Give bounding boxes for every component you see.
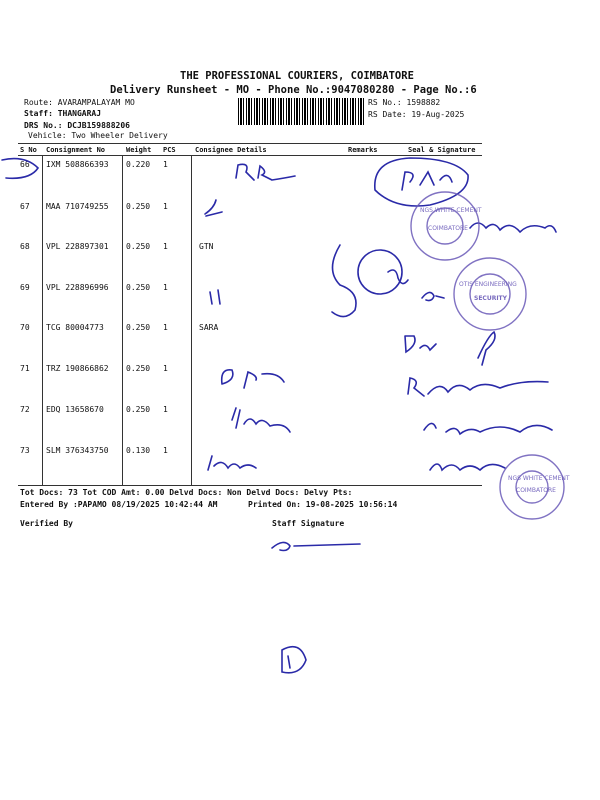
row-weight: 0.220 bbox=[126, 160, 151, 169]
col-consignee: Consignee Details bbox=[195, 146, 267, 154]
security-stamp bbox=[454, 258, 526, 330]
signature-mark bbox=[408, 378, 548, 396]
col-weight: Weight bbox=[126, 146, 152, 154]
col-pcs: PCS bbox=[163, 146, 176, 154]
printed-on: Printed On: 19-08-2025 10:56:14 bbox=[248, 500, 398, 509]
row-consignment: IXM 508866393 bbox=[46, 160, 109, 169]
verifier-initial-mark bbox=[282, 647, 306, 673]
row-sno: 69 bbox=[20, 283, 30, 292]
security-stamp bbox=[470, 274, 510, 314]
runsheet-subtitle: Delivery Runsheet - MO - Phone No.:9047080280 - Page No.:6 bbox=[110, 84, 477, 96]
verified-by-label: Verified By bbox=[20, 519, 73, 528]
row-pcs: 1 bbox=[163, 283, 168, 292]
signature-mark bbox=[332, 245, 356, 317]
row-sno: 66 bbox=[20, 160, 30, 169]
row-pcs: 1 bbox=[163, 202, 168, 211]
row-consignment: SLM 376343750 bbox=[46, 446, 109, 455]
rs-no-label: RS No.: 1598882 bbox=[368, 98, 441, 107]
row-weight: 0.250 bbox=[126, 405, 151, 414]
row-pcs: 1 bbox=[163, 405, 168, 414]
row-consignee: GTN bbox=[199, 242, 214, 251]
staff-label: Staff: THANGARAJ bbox=[24, 109, 102, 118]
signature-mark bbox=[478, 332, 495, 365]
signature-mark bbox=[430, 464, 505, 470]
col-seal: Seal & Signature bbox=[408, 146, 476, 154]
row-consignment: TRZ 190866862 bbox=[46, 364, 109, 373]
route-label: Route: AVARAMPALAYAM MO bbox=[24, 98, 135, 107]
entered-by: Entered By :PAPAMO 08/19/2025 10:42:44 AM bbox=[20, 500, 218, 509]
rs-date-label: RS Date: 19-Aug-2025 bbox=[368, 110, 465, 119]
row-consignment: VPL 228896996 bbox=[46, 283, 109, 292]
signature-mark bbox=[205, 200, 222, 216]
stamp-text: COIMBATORE bbox=[428, 225, 468, 232]
row-pcs: 1 bbox=[163, 323, 168, 332]
row-pcs: 1 bbox=[163, 242, 168, 251]
row-consignee: SARA bbox=[199, 323, 219, 332]
row-consignment: TCG 80004773 bbox=[46, 323, 104, 332]
signature-mark bbox=[402, 172, 452, 190]
row-sno: 70 bbox=[20, 323, 30, 332]
row-pcs: 1 bbox=[163, 160, 168, 169]
row-weight: 0.130 bbox=[126, 446, 151, 455]
row-weight: 0.250 bbox=[126, 202, 151, 211]
totals-line: Tot Docs: 73 Tot COD Amt: 0.00 Delvd Docs: Non Delvd Docs: Delvy Pts: bbox=[20, 488, 353, 497]
row-sno: 72 bbox=[20, 405, 30, 414]
col-sno: S No bbox=[20, 146, 37, 154]
col-consignment: Consignment No bbox=[46, 146, 106, 154]
signature-mark bbox=[405, 336, 436, 352]
row-sno: 73 bbox=[20, 446, 30, 455]
signature-mark bbox=[222, 370, 284, 388]
signature-mark bbox=[422, 292, 444, 300]
row-consignment: VPL 228897301 bbox=[46, 242, 109, 251]
stamp-text: NGS WHITE CEMENT bbox=[508, 475, 570, 482]
row-weight: 0.250 bbox=[126, 323, 151, 332]
company-title: THE PROFESSIONAL COURIERS, COIMBATORE bbox=[180, 70, 414, 82]
row-sno: 68 bbox=[20, 242, 30, 251]
staff-signature-label: Staff Signature bbox=[272, 519, 345, 528]
row-consignment: MAA 710749255 bbox=[46, 202, 109, 211]
row-consignment: EDQ 13658670 bbox=[46, 405, 104, 414]
signature-mark bbox=[208, 456, 256, 470]
margin-mark bbox=[2, 159, 38, 179]
row-weight: 0.250 bbox=[126, 283, 151, 292]
row-sno: 67 bbox=[20, 202, 30, 211]
stamp-text: NGS WHITE CEMENT bbox=[420, 207, 482, 214]
staff-signature-mark bbox=[272, 542, 360, 550]
signature-mark bbox=[236, 164, 295, 180]
row-pcs: 1 bbox=[163, 446, 168, 455]
row-pcs: 1 bbox=[163, 364, 168, 373]
row-weight: 0.250 bbox=[126, 242, 151, 251]
signature-mark bbox=[388, 270, 408, 284]
signature-mark bbox=[424, 423, 552, 434]
row-sno: 71 bbox=[20, 364, 30, 373]
signature-mark bbox=[470, 223, 556, 232]
vehicle-label: Vehicle: Two Wheeler Delivery bbox=[28, 131, 168, 140]
stamp-text: COIMBATORE bbox=[516, 487, 556, 494]
stamp-text: OTIS ENGINEERING bbox=[459, 281, 517, 288]
stamp-text: SECURITY bbox=[474, 295, 507, 302]
row-weight: 0.250 bbox=[126, 364, 151, 373]
col-remarks: Remarks bbox=[348, 146, 378, 154]
signature-mark bbox=[232, 408, 290, 432]
signature-mark bbox=[210, 290, 220, 304]
drs-no-label: DRS No.: DCJB159888206 bbox=[24, 121, 130, 130]
